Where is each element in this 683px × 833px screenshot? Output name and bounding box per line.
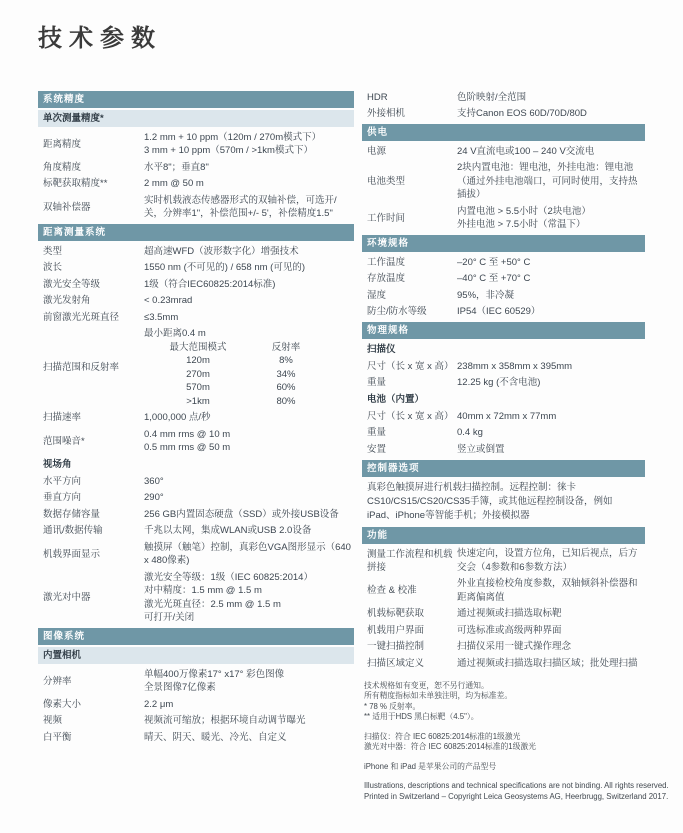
range-reflectivity-table	[144, 327, 354, 408]
spec-label: 扫描速率	[43, 412, 82, 424]
spec-value-line: 内置电池 > 5.5小时（2块电池）	[457, 205, 591, 217]
section-header: 控制器选项	[362, 460, 645, 477]
spec-value	[457, 289, 645, 303]
spec-label: 数据存储容量	[43, 508, 101, 520]
spec-row	[362, 425, 645, 442]
spec-row	[362, 358, 645, 375]
footnote-group	[362, 781, 669, 802]
spec-value-line: 扫描仪采用一键式操作理念	[457, 641, 572, 652]
spec-value	[457, 305, 645, 319]
spec-value	[144, 491, 354, 505]
spec-value-line: 激光安全等级：1级（IEC 60825:2014）	[144, 571, 313, 583]
spec-value	[457, 360, 645, 374]
spec-row	[38, 309, 354, 326]
spec-value-line: 可打开/关闭	[144, 612, 195, 623]
spec-label: 电池类型	[367, 175, 406, 187]
spec-value	[144, 571, 354, 625]
spec-value-line: 快速定向，设置方位角，已知后视点，后方交会（4参数和6参数方法）	[457, 548, 638, 573]
range-table-row	[144, 381, 354, 395]
range-table-row	[144, 354, 354, 368]
spec-value-line: 2.2 μm	[144, 698, 174, 710]
spec-row	[362, 304, 645, 321]
footnote-line: Printed in Switzerland – Copyright Leica Geosystems AG, Heerbrugg, Switzerland 2017.	[364, 791, 669, 801]
spec-label: 测量工作流程和机载拼接	[367, 548, 453, 573]
spec-columns	[38, 89, 669, 802]
reflectivity-header: 反射率	[271, 341, 301, 353]
spec-label: 检查 & 校准	[367, 585, 417, 596]
spec-value-line: 超高速WFD（波形数字化）增强技术	[144, 245, 299, 257]
spec-row	[362, 106, 645, 123]
spec-value-line: 支持Canon EOS 60D/70D/80D	[457, 108, 587, 119]
spec-row	[362, 254, 645, 271]
range-mode-header: 最大范围模式	[169, 341, 227, 353]
footnote-group	[362, 732, 645, 753]
spec-row	[362, 441, 645, 458]
spec-value-line: 1级（符合IEC60825:2014标准)	[144, 278, 276, 290]
reflectivity-value: 60%	[276, 382, 296, 393]
footnote-line: 技术规格如有变更，恕不另行通知。	[364, 680, 489, 690]
range-table-row	[144, 368, 354, 382]
spec-label: 距离精度	[43, 138, 82, 150]
spec-label: 波长	[43, 262, 63, 274]
spec-label: HDR	[367, 91, 388, 103]
spec-value-line: 对中精度：1.5 mm @ 1.5 m	[144, 585, 262, 596]
spec-value-line: 激光光斑直径：2.5 mm @ 1.5 m	[144, 598, 281, 610]
spec-label: 扫描区域定义	[367, 657, 425, 669]
spec-value-line: < 0.23mrad	[144, 295, 193, 306]
spec-label: 尺寸（长 x 宽 x 高）	[367, 360, 454, 372]
spec-value	[144, 245, 354, 259]
reflectivity-value: 34%	[276, 368, 296, 380]
spec-value	[457, 256, 645, 270]
spec-label: 机载标靶获取	[367, 608, 425, 620]
spec-value-line: 3 mm + 10 ppm（570m / >1km模式下）	[144, 145, 313, 156]
spec-value-line: IP54（IEC 60529）	[457, 306, 541, 317]
section-header: 系统精度	[38, 91, 354, 108]
spec-value-line: 0.5 mm rms @ 50 m	[144, 442, 231, 453]
spec-label: 角度精度	[43, 161, 82, 173]
spec-row	[362, 375, 645, 392]
section-header: 图像系统	[38, 628, 354, 645]
footnote-group	[362, 681, 645, 723]
spec-value	[457, 161, 645, 202]
spec-row	[38, 129, 354, 159]
spec-row	[38, 569, 354, 626]
footnote-line: Illustrations, descriptions and technical specifications are not binding. All rights reserved.	[364, 781, 669, 790]
spec-label: 通讯/数据传输	[43, 525, 103, 537]
section-header: 功能	[362, 527, 645, 544]
spec-value-line: 238mm x 358mm x 395mm	[457, 360, 573, 372]
spec-value	[457, 107, 645, 121]
spec-group-label: 电池（内置）	[367, 394, 425, 405]
spec-value	[457, 376, 645, 390]
spec-value	[457, 410, 645, 424]
spec-label: 尺寸（长 x 宽 x 高）	[367, 410, 454, 422]
spec-label: 工作温度	[367, 256, 406, 268]
spec-value-line: 2块内置电池：锂电池，外挂电池：锂电池（通过外挂电池端口，可同时使用，支持热插拔）	[457, 162, 638, 200]
spec-value	[457, 272, 645, 286]
spec-column-left	[38, 89, 354, 746]
spec-value	[144, 278, 354, 292]
spec-value-line: 12.25 kg (不含电池)	[457, 377, 541, 388]
spec-label: 激光安全等级	[43, 278, 101, 290]
spec-value-line: 1550 nm (不可见的) / 658 nm (可见的)	[144, 262, 306, 273]
range-table-row	[144, 395, 354, 409]
spec-label: 一键扫描控制	[367, 641, 425, 653]
spec-value-line: 通过视频或扫描选取标靶	[457, 608, 562, 619]
spec-label: 重量	[367, 377, 387, 389]
spec-value	[144, 294, 354, 308]
spec-label: 工作时间	[367, 212, 406, 224]
spec-row	[38, 192, 354, 222]
spec-row	[362, 160, 645, 204]
spec-label: 类型	[43, 245, 63, 257]
spec-label: 机载用户界面	[367, 624, 425, 636]
footnote-group	[362, 762, 645, 773]
spec-row	[362, 287, 645, 304]
spec-row	[38, 243, 354, 260]
range-mode-value: 570m	[186, 382, 210, 393]
range-table-header	[144, 341, 354, 355]
spec-value	[144, 161, 354, 175]
spec-value-line: 可选标准或高级两种界面	[457, 624, 562, 636]
section-subheader: 单次测量精度*	[38, 110, 354, 127]
spec-value-line: 晴天、阴天、暖光、冷光、自定义	[144, 731, 287, 743]
spec-value-line: 视频流可缩放；根据环境自动调节曝光	[144, 715, 306, 726]
spec-value	[144, 714, 354, 728]
spec-label: 视频	[43, 715, 63, 727]
footnote-line: * 78 % 反射率。	[364, 701, 421, 711]
spec-value-line: ≤3.5mm	[144, 311, 179, 323]
section-subheader: 内置相机	[38, 647, 354, 664]
spec-row	[38, 523, 354, 540]
footnote-line: 扫描仪：符合 IEC 60825:2014标准的1级激光	[364, 731, 521, 741]
spec-value	[144, 668, 354, 695]
spec-value-line: 256 GB内置固态硬盘（SSD）或外接USB设备	[144, 508, 339, 520]
spec-value	[457, 205, 645, 232]
spec-value-line: –20° C 至 +50° C	[457, 256, 531, 268]
spec-value	[144, 508, 354, 522]
spec-value-line: 竖立或倒置	[457, 443, 505, 455]
spec-row	[38, 539, 354, 569]
spec-row	[38, 176, 354, 193]
range-mode-value: 120m	[186, 355, 210, 366]
spec-row	[38, 666, 354, 696]
spec-row	[362, 408, 645, 425]
footnote-line: ** 适用于HDS 黑白标靶（4.5"）。	[364, 712, 479, 721]
spec-value	[144, 177, 354, 191]
spec-label: 扫描范围和反射率	[43, 362, 120, 373]
spec-label: 安置	[367, 443, 387, 455]
spec-value-line: 2 mm @ 50 m	[144, 178, 204, 189]
spec-value	[457, 657, 645, 671]
spec-row	[38, 260, 354, 277]
spec-row	[362, 546, 645, 576]
spec-value	[144, 261, 354, 275]
spec-label: 湿度	[367, 289, 387, 301]
spec-value-line: 0.4 kg	[457, 427, 483, 438]
spec-row	[362, 606, 645, 623]
range-mode-value: >1km	[186, 395, 210, 407]
spec-value-line: 1.2 mm + 10 ppm（120m / 270m模式下）	[144, 131, 322, 143]
spec-label: 前窗激光光斑直径	[43, 311, 120, 323]
spec-value-line: 1,000,000 点/秒	[144, 412, 211, 423]
reflectivity-value: 8%	[279, 355, 293, 366]
spec-row	[362, 576, 645, 606]
spec-label: 标靶获取精度**	[43, 178, 108, 190]
spec-label: 机载界面显示	[43, 548, 101, 560]
spec-row	[38, 473, 354, 490]
spec-row	[38, 713, 354, 730]
spec-value	[144, 698, 354, 712]
spec-row	[38, 293, 354, 310]
spec-row	[38, 729, 354, 746]
spec-value-line: 0.4 mm rms @ 10 m	[144, 428, 231, 440]
spec-value-line: 千兆以太网，集成WLAN或USB 2.0设备	[144, 525, 312, 536]
spec-label: 像素大小	[43, 698, 82, 710]
spec-label: 存放温度	[367, 273, 406, 285]
spec-value	[144, 131, 354, 158]
spec-value-line: 实时机载液态传感器形式的双轴补偿，可选开/关，分辨率1"，补偿范围+/- 5'，补偿精度1.5"	[144, 194, 337, 219]
spec-value	[457, 577, 645, 604]
spec-value	[457, 640, 645, 654]
section-header: 环境规格	[362, 235, 645, 252]
spec-label: 防尘/防水等级	[367, 306, 427, 318]
section-header: 供电	[362, 124, 645, 141]
spec-value	[457, 426, 645, 440]
spec-label: 外接相机	[367, 108, 406, 120]
spec-value-line: 外业直接检校角度参数，双轴倾斜补偿器和距离偏离值	[457, 578, 638, 603]
spec-value-line: 全景图像7亿像素	[144, 682, 216, 693]
spec-row	[362, 271, 645, 288]
spec-row	[38, 276, 354, 293]
spec-value	[144, 731, 354, 745]
spec-row	[362, 143, 645, 160]
spec-value-line: 360°	[144, 475, 164, 487]
spec-value-line: –40° C 至 +70° C	[457, 273, 531, 284]
spec-value	[144, 194, 354, 221]
spec-value-line: 单幅400万像素17° x17° 彩色图像	[144, 668, 285, 680]
spec-value	[457, 91, 645, 105]
spec-value-line: 触摸屏（触笔）控制，真彩色VGA图形显示（640 x 480像素)	[144, 541, 351, 566]
section-header: 物理规格	[362, 322, 645, 339]
footnote-line: iPhone 和 iPad 是苹果公司的产品型号	[364, 761, 497, 771]
spec-row	[362, 89, 645, 106]
spec-value	[144, 428, 354, 455]
spec-value-line: 通过视频或扫描选取扫描区域；批处理扫描	[457, 657, 638, 669]
spec-row	[362, 203, 645, 233]
footnote-line: 激光对中器：符合 IEC 60825:2014标准的1级激光	[364, 742, 537, 751]
spec-label: 水平方向	[43, 475, 82, 487]
spec-row	[38, 506, 354, 523]
spec-label: 分辨率	[43, 675, 72, 687]
spec-column-right	[362, 89, 669, 802]
spec-row	[362, 639, 645, 656]
section-header: 距离测量系统	[38, 224, 354, 241]
spec-label: 双轴补偿器	[43, 201, 91, 213]
spec-value-line: 水平8"；垂直8"	[144, 161, 209, 173]
spec-value-line: 95%，非冷凝	[457, 289, 515, 301]
spec-value	[457, 547, 645, 574]
spec-group-label: 扫描仪	[367, 344, 396, 355]
spec-row	[38, 426, 354, 456]
range-mode-value: 270m	[186, 368, 210, 380]
page-title: 技术参数	[38, 24, 162, 52]
reflectivity-value: 80%	[276, 395, 296, 407]
spec-value	[144, 411, 354, 425]
spec-value	[144, 311, 354, 325]
spec-label: 垂直方向	[43, 492, 82, 504]
spec-row	[362, 655, 645, 672]
spec-value-line: 外挂电池 > 7.5小时（常温下）	[457, 219, 586, 230]
spec-row	[38, 410, 354, 427]
spec-paragraph: 真彩色触摸屏进行机载扫描控制。远程控制：徕卡CS10/CS15/CS20/CS35手簿，或其他远程控制设备，例如iPad、iPhone等智能手机；外接模拟器	[367, 481, 613, 521]
spec-label: 白平衡	[43, 731, 72, 743]
spec-value	[457, 443, 645, 457]
spec-value-line: 290°	[144, 492, 164, 503]
spec-value	[457, 607, 645, 621]
spec-row	[38, 696, 354, 713]
footnote-line: 所有精度指标如未单独注明，均为标准差。	[364, 691, 513, 700]
spec-value-line: 40mm x 72mm x 77mm	[457, 410, 557, 422]
spec-value-line: 24 V直流电或100 – 240 V交流电	[457, 145, 595, 157]
spec-group-label: 视场角	[43, 459, 72, 470]
spec-value	[144, 541, 354, 568]
spec-value-line: 色阶映射/全范围	[457, 91, 527, 103]
spec-label: 激光对中器	[43, 592, 91, 603]
spec-value	[144, 475, 354, 489]
min-distance-note: 最小距离0.4 m	[144, 328, 206, 339]
spec-label: 激光发射角	[43, 295, 91, 307]
spec-row	[362, 622, 645, 639]
spec-row	[38, 159, 354, 176]
spec-value	[457, 624, 645, 638]
spec-label: 范围噪音*	[43, 435, 85, 447]
spec-label: 电源	[367, 145, 387, 157]
spec-value	[144, 524, 354, 538]
spec-label: 重量	[367, 427, 387, 439]
spec-row	[38, 326, 354, 410]
spec-value	[457, 145, 645, 159]
spec-row	[38, 490, 354, 507]
